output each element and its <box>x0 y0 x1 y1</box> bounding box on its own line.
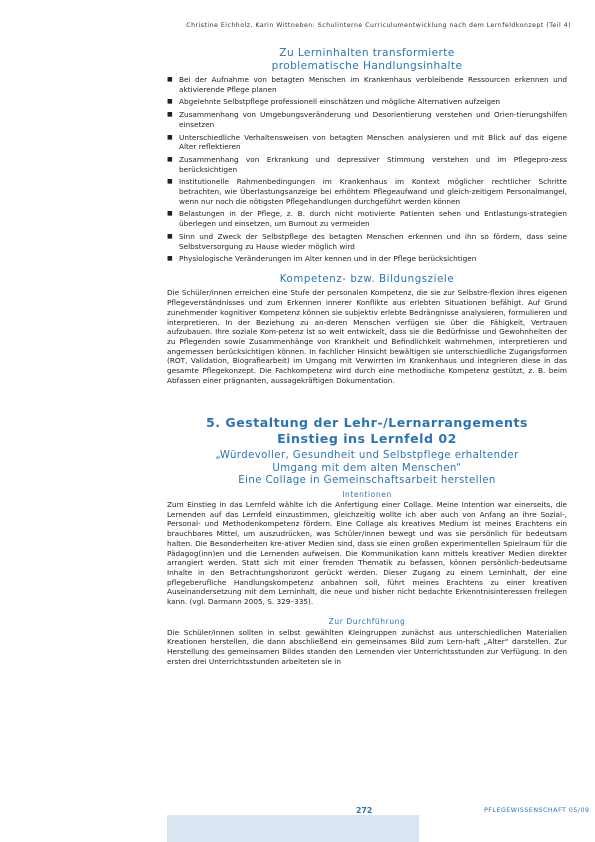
subsection-heading-procedure: Zur Durchführung <box>328 616 406 626</box>
chapter-heading-line-1: 5. Gestaltung der Lehr-/Lernarrangements <box>205 415 529 431</box>
bullet-icon: ■ <box>167 155 173 163</box>
body-paragraph: Zum Einstieg in das Lernfeld wählte ich die Anfertigung einer Collage. Meine Intention war einerseits, die Lernenden auf das Lernfeld einzustimmen, gleichzeitig wollte ich aber auch von Anfang an ihre Sozial-, Personal- und Methodenkompetenz fördern. Eine Collage als kreatives Medium ist meines Erachtens ein brauchbares Mittel, um auszudrücken, was Schüler/innen bewegt und was sie persönlich für bedeutsam halten. Die Besonderheiten kre-ativer Medien sind, dass sie einen großen experimentellen Spielraum für die Pädagog(inn)en und die Lernenden aufweisen. Die Kommunikation kann mittels kreativer Medien direkter arrangiert werden. Statt sich mit einer fremden Thematik zu befassen, können persönlich-bedeutsame Inhalte in den Betrachtungshorizont gerückt werden. Dieser Zugang zu einem Lerninhalt, der eine pflegeberufliche Handlungskompetenz anbahnen soll, führt meines Erachtens zu einer kreativen Auseinandersetzung mit dem Lerninhalt, die neue und bisher nicht bedachte Erkenntnisinteressen freilegen kann. (vgl. Darmann 2005, S. 329–335). <box>167 499 567 607</box>
section-learning-arrangements <box>167 415 567 666</box>
section-heading-line-1: Zu Lerninhalten transformierte <box>279 47 455 59</box>
subsection-heading-intentions: Intentionen <box>342 489 392 499</box>
section-heading: Kompetenz- bzw. Bildungsziele <box>279 273 455 285</box>
footer-bar <box>167 815 419 842</box>
section-competence-goals <box>167 274 567 386</box>
list-item: ■ Sinn und Zweck der Selbstpflege des betagten Menschen erkennen und ihn so fördern, dass seine Selbstversorgung zu Hause wieder möglich wird <box>167 231 567 251</box>
bullet-icon: ■ <box>167 178 173 186</box>
list-item: ■ Bei der Aufnahme von betagten Menschen im Krankenhaus verbleibende Ressourcen erkennen und aktivierende Pflege planen <box>167 75 567 94</box>
bullet-icon: ■ <box>167 133 173 141</box>
subtitle-line-1: „Würdevoller, Gesundheit und Selbstpflege erhaltender <box>215 450 519 462</box>
subtitle-line-3: Eine Collage in Gemeinschaftsarbeit herstellen <box>238 475 496 487</box>
page-number: 272 <box>356 806 373 815</box>
bullet-icon: ■ <box>167 76 173 83</box>
article-body <box>167 47 567 667</box>
list-item: ■ Zusammenhang von Erkrankung und depressiver Stimmung verstehen und im Pflegepro-zess berücksichtigen <box>167 154 567 174</box>
list-item: ■ Unterschiedliche Verhaltensweisen von betagten Menschen analysieren und mit Blick auf das eigene Alter reflektieren <box>167 132 567 152</box>
bullet-icon: ■ <box>167 210 173 218</box>
body-paragraph: Die Schüler/innen erreichen eine Stufe der personalen Kompetenz, die sie zur Selbstre-flexion ihres eigenen Pflegeverständnisses und zum Erkennen innerer Konflikte aus erlebten Situationen befähigt. Auf Grund zunehmender kognitiver Kompetenz können sie subjektiv erlebte Bedrängnisse analysieren, formulieren und interpretieren. In der Beziehung zu an-deren Menschen verfügen sie über die Fähigkeit, Vertrauen aufzubauen. Ihre soziale Kom-petenz ist so weit entwickelt, dass sie die Bedürfnisse und Gewohnheiten der zu Pflegenden sowie Zusammenhänge von Krankheit und Befindlichkeit wahrnehmen, interpretieren und angemessen berücksichtigen können. In fachlicher Hinsicht bewältigen sie unterschiedliche Zugangsformen (ROT, Validation, Biografiearbeit) im Umgang mit Verwirrten im Krankenhaus und integrieren diese in das gesamte Pflegekonzept. Die Fachkompetenz wird durch eine methodische Kompetenz gestützt, z. B. beim Abfassen einer prägnanten, aussagekräftigen Dokumentation. <box>167 288 567 385</box>
list-item: ■ Zusammenhang von Umgebungsveränderung und Desorientierung verstehen und Orien-tierungshilfen einsetzen <box>167 110 567 129</box>
bullet-icon: ■ <box>167 98 173 106</box>
learning-content-list <box>167 75 567 264</box>
section-heading-line-2: problematische Handlungsinhalte <box>271 59 463 72</box>
list-item: ■ Physiologische Veränderungen im Alter kennen und in der Pflege berücksichtigen <box>167 254 477 264</box>
running-header: Christine Eichholz, Karin Wittneben: Schulinterne Curriculumentwicklung nach dem Lernfeldkonzept (Teil 4) <box>186 22 571 29</box>
body-paragraph: Die Schüler/innen sollten in selbst gewählten Kleingruppen zunächst aus unterschiedlichen Materialien Kreationen herstellen, die dann abschließend ein gemeinsames Bild zum Lern-haft „Alter“ darstellen. Zur Herstellung des gemeinsamen Bildes standen den Lernenden vier Unterrichtsstunden zur Verfügung. In den ersten drei Unterrichtsstunden arbeiteten sie in <box>167 627 567 666</box>
bullet-icon: ■ <box>167 232 173 240</box>
list-item: ■ Abgelehnte Selbstpflege professionell einschätzen und mögliche Alternativen aufzeigen <box>167 97 501 107</box>
list-item: ■ Institutionelle Rahmenbedingungen im Krankenhaus im Kontext möglicher rechtlicher Schritte betrachten, wie Überlastungsanzeige bei erhöhtem Pflegeaufwand und gleich-zeitigem Personalmangel, wenn nur noch die nötigsten Pflegehandlungen durchgeführt werden können <box>167 177 567 206</box>
bullet-icon: ■ <box>167 255 173 263</box>
journal-name: PFLEGEWISSENSCHAFT 05/09 <box>484 807 590 814</box>
chapter-heading-line-2: Einstieg ins Lernfeld 02 <box>277 431 457 447</box>
bullet-icon: ■ <box>167 111 173 119</box>
section-problem-contents <box>167 47 567 264</box>
list-item: ■ Belastungen in der Pflege, z. B. durch nicht motivierte Patienten sehen und Entlastungs-strategien überlegen und einsetzen, um Burnout zu vermeiden <box>167 209 567 229</box>
subtitle-line-2: Umgang mit dem alten Menschen“ <box>272 462 462 474</box>
